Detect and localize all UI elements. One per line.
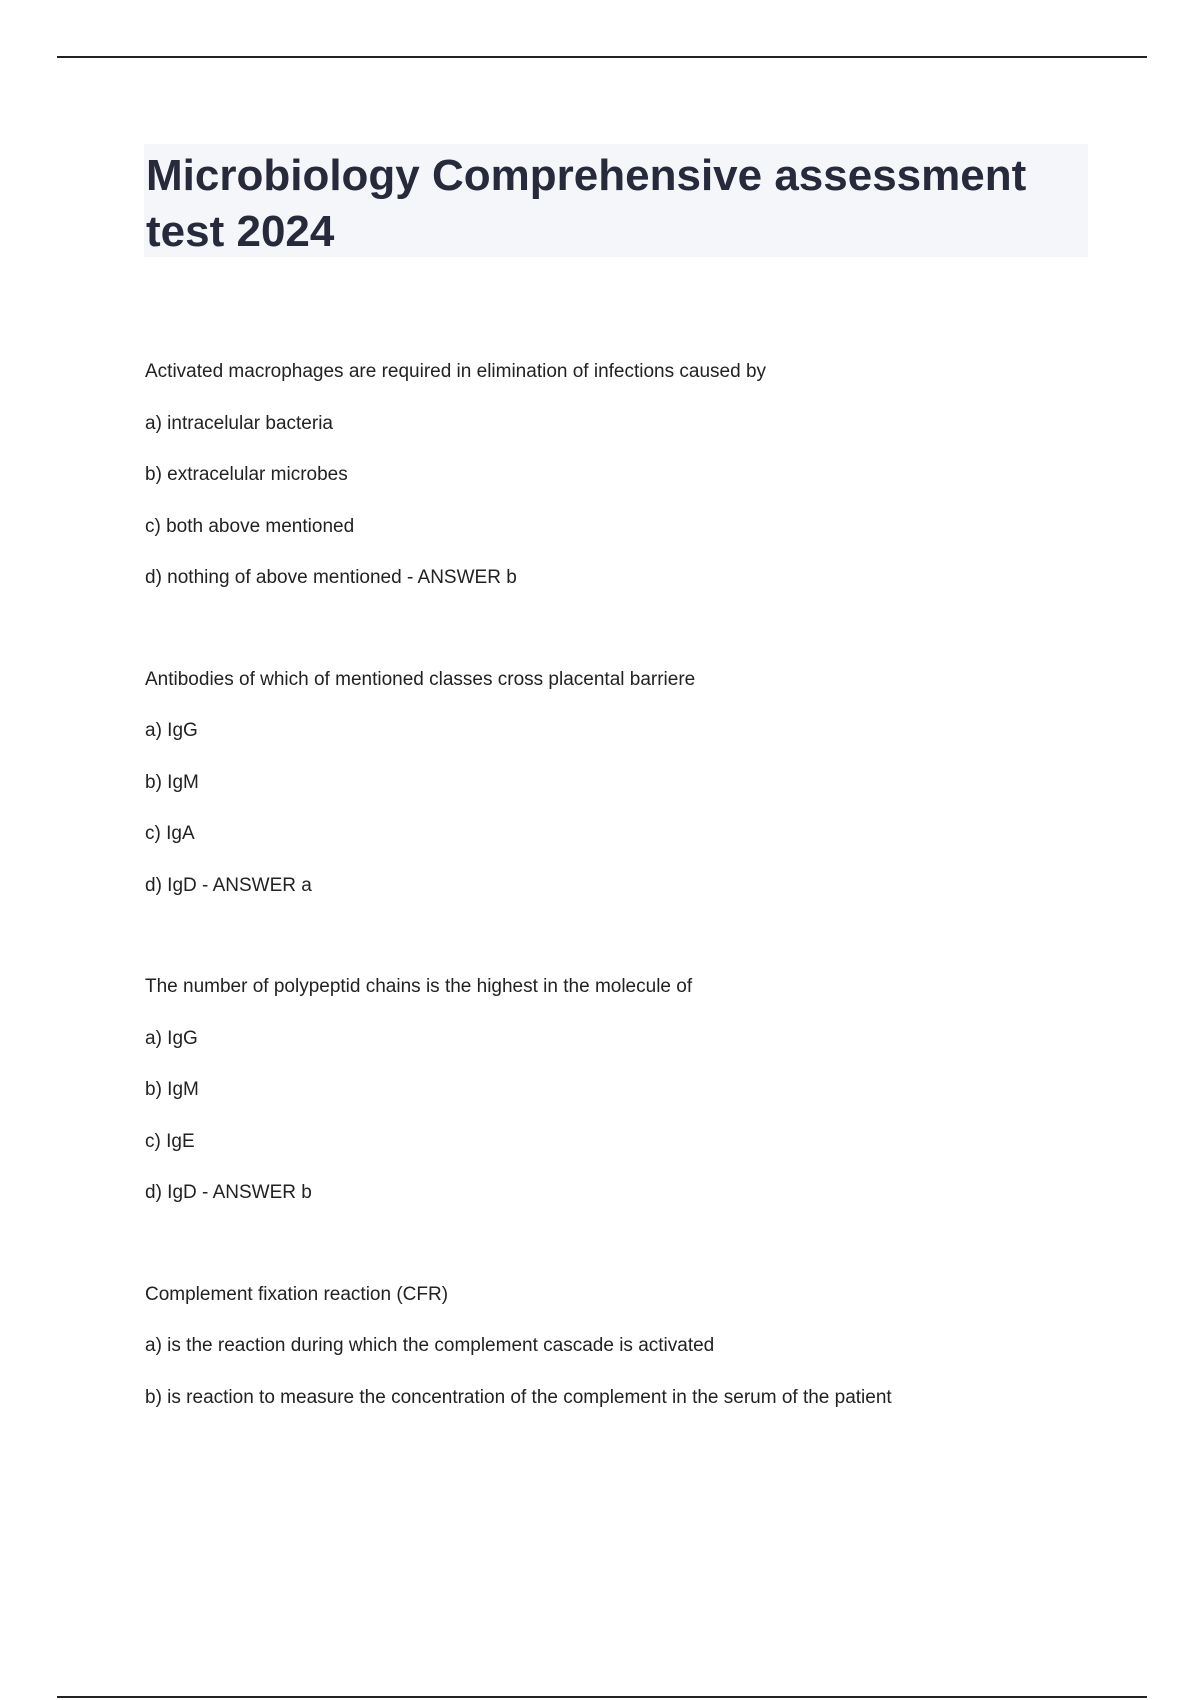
answer-option: a) IgG: [145, 720, 198, 741]
answer-option: d) IgD - ANSWER b: [145, 1182, 312, 1203]
answer-option: d) IgD - ANSWER a: [145, 874, 312, 896]
answer-option: b) IgM: [145, 771, 199, 793]
answer-option: c) IgE: [145, 1130, 195, 1152]
document-title: Microbiology Comprehensive assessment test 2024: [146, 151, 1027, 256]
question-prompt: Antibodies of which of mentioned classes cross placental barriere: [145, 668, 696, 690]
answer-option: b) is reaction to measure the concentration of the complement in the serum of the patient: [145, 1386, 892, 1408]
question-prompt: Complement fixation reaction (CFR): [145, 1283, 449, 1305]
answer-option: b) extracelular microbes: [145, 464, 348, 485]
answer-option: c) both above mentioned: [145, 515, 355, 537]
question: [145, 654, 1105, 912]
question: [145, 1269, 1105, 1424]
title-banner: [144, 144, 1088, 257]
question: [145, 961, 1105, 1219]
answer-option: a) IgG: [145, 1027, 198, 1049]
question-prompt: The number of polypeptid chains is the highest in the molecule of: [145, 976, 693, 997]
question-list: [145, 346, 1105, 1473]
answer-option: a) is the reaction during which the complement cascade is activated: [145, 1335, 715, 1356]
top-rule: [57, 56, 1147, 58]
answer-option: a) intracelular bacteria: [145, 412, 333, 434]
answer-option: c) IgA: [145, 823, 195, 844]
answer-option: d) nothing of above mentioned - ANSWER b: [145, 567, 517, 588]
question-prompt: Activated macrophages are required in elimination of infections caused by: [145, 361, 767, 382]
bottom-rule: [57, 1696, 1147, 1698]
question: [145, 346, 1105, 604]
answer-option: b) IgM: [145, 1079, 199, 1100]
